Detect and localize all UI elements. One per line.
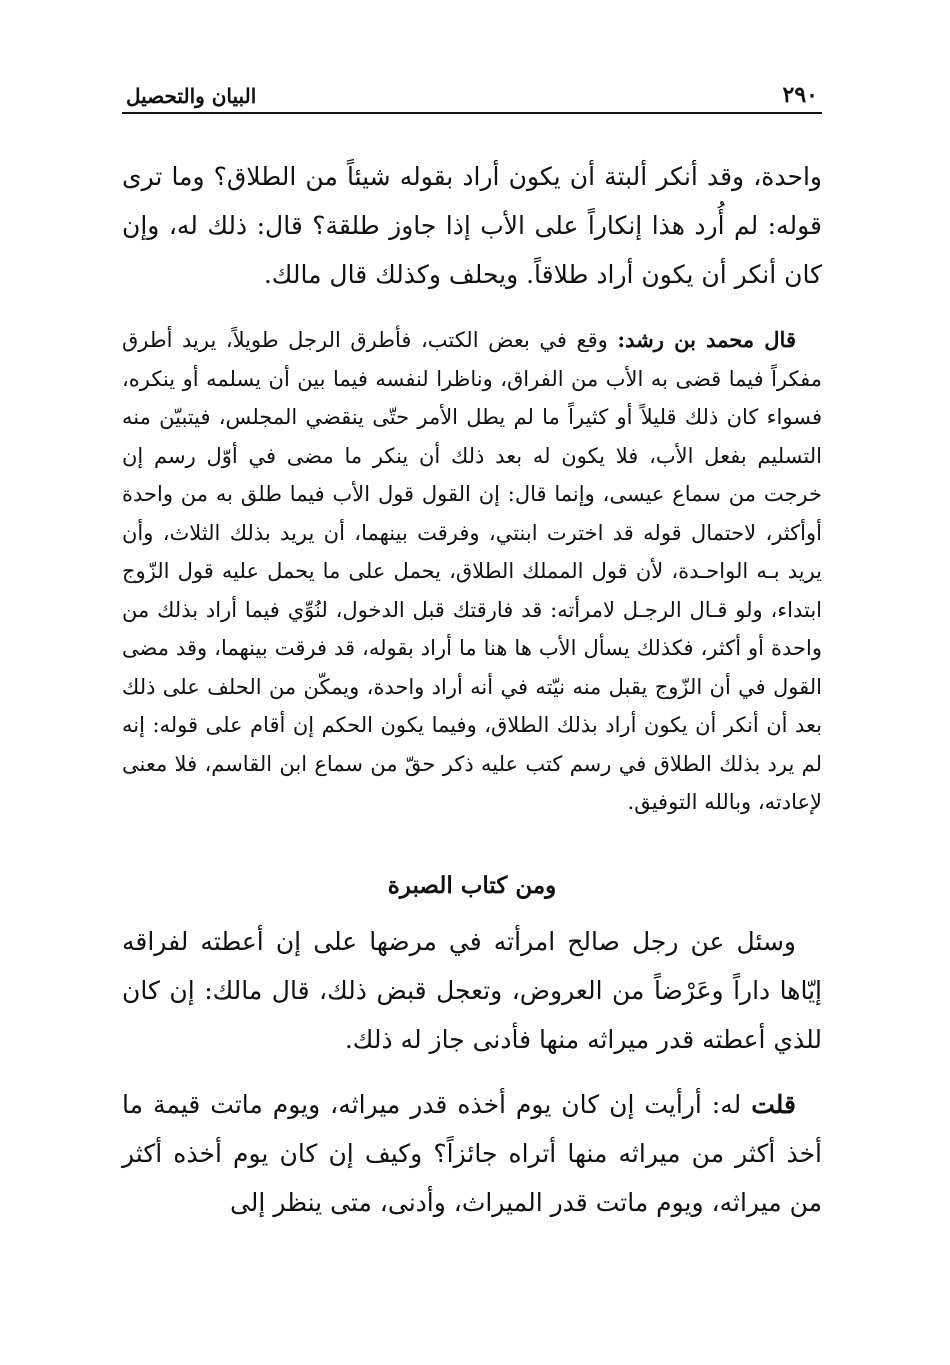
running-title: البيان والتحصيل bbox=[126, 84, 257, 108]
book-page bbox=[122, 70, 822, 1227]
page-number: ٢٩٠ bbox=[782, 82, 818, 108]
question-paragraph: وسئل عن رجل صالح امرأته في مرضها على إن أعطته لفراقه إيّاها داراً وعَرْضاً من العروض، وتعجل قبض ذلك، قال مالك: إن كان للذي أعطته قدر ميراثه منها فأدنى جاز له ذلك. bbox=[122, 926, 822, 1054]
followup-lead: قلت bbox=[751, 1089, 796, 1119]
commentary-paragraph bbox=[122, 321, 822, 822]
commentary-body: وقع في بعض الكتب، فأطرق الرجل طويلاً، يريد أطرق مفكراً فيما قضى به الأب من الفراق، وناظرا لنفسه فيما بين أن يسلمه أو ينكره، فسواء كان ذلك قليلاً أو كثيراً ما لم يطل الأمر حتّى ينقضي المجلس، فيتبيّن منه التسليم بفعل الأب، فلا يكون له بعد ذلك أن ينكر ما مضى في أوّل رسم إن خرجت من سماع عيسى، وإنما قال: إن القول قول الأب فيما طلق به من واحدة أوأكثر، لاحتمال قوله قد اخترت ابنتي، وفرقت بينهما، أن يريد بذلك الثلاث، وأن يريد بـه الواحـدة، لأن قول المملك الطلاق، يحمل على ما يحمل عليه قول الزّوج ابتداء، ولو قـال الرجـل لامرأته: قد فارقتك قبل الدخول، لنُوِّي فيما أراد بذلك من واحدة أو أكثر، فكذلك يسأل الأب ها هنا ما أراد بقوله، قد فرقت بينهما، وقد مضى القول في أن الزّوج يقبل منه نيّته في أنه أراد واحدة، ويمكّن من الحلف على ذلك بعد أن أنكر أن يكون أراد بذلك الطلاق، وفيما يكون الحكم إن أقام على قوله: إنه لم يرد بذلك الطلاق في رسم كتب عليه ذكر حقّ من سماع ابن القاسم، فلا معنى لإعادته، وبالله التوفيق. bbox=[122, 328, 822, 814]
followup-body: له: أرأيت إن كان يوم أخذه قدر ميراثه، ويوم ماتت قيمة ما أخذ أكثر من ميراثه منها أتراه جائزاً؟ وكيف إن كان يوم أخذه أكثر من ميراثه، ويوم ماتت قدر الميراث، وأدنى، متى ينظر إلى bbox=[122, 1089, 822, 1217]
section-heading: ومن كتاب الصبرة bbox=[387, 871, 557, 899]
paragraph-continuation: واحدة، وقد أنكر ألبتة أن يكون أراد بقوله شيئاً من الطلاق؟ وما ترى قوله: لم أُرد هذا إنكاراً على الأب إذا جاوز طلقة؟ قال: ذلك له، وإن كان أنكر أن يكون أراد طلاقاً. ويحلف وكذلك قال مالك. bbox=[122, 162, 822, 289]
followup-paragraph bbox=[122, 1080, 822, 1227]
running-header bbox=[122, 70, 822, 114]
commentary-lead: قال محمد بن رشد: bbox=[617, 327, 796, 352]
